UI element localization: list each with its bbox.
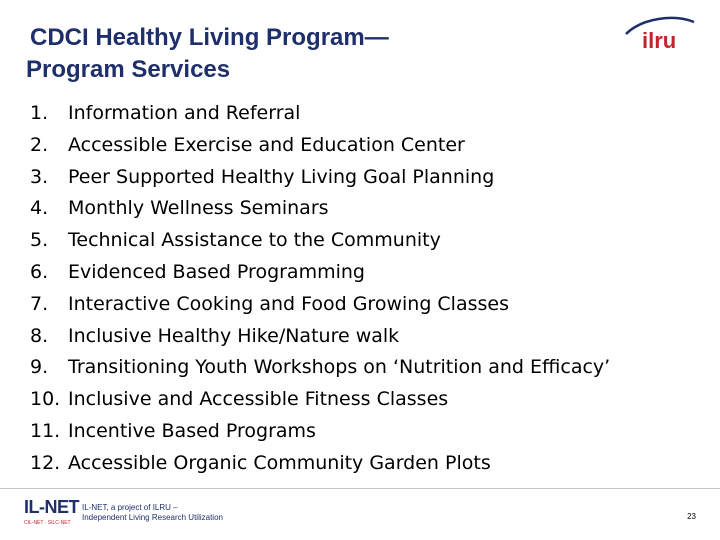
list-item [30,352,610,384]
list-item [30,98,610,130]
page-number: 23 [687,512,696,521]
logo-text: ilru [642,28,677,52]
footer-tagline [82,503,223,523]
ilnet-logo-text: IL-NET [24,497,79,517]
item-text: Inclusive Healthy Hike/Nature walk [68,324,400,347]
slide-title [26,22,446,86]
list-item [30,448,610,480]
item-text: Accessible Exercise and Education Center [68,133,465,156]
tagline-line-2: Independent Living Research Utilization [82,513,223,522]
item-text: Interactive Cooking and Food Growing Classes [68,292,509,315]
list-item [30,225,610,257]
item-number: 1. [30,102,49,124]
item-text: Incentive Based Programs [68,419,316,442]
list-item [30,193,610,225]
item-text: Technical Assistance to the Community [68,229,441,252]
list-item [30,257,610,289]
item-number: 5. [30,229,49,252]
list-item [30,384,610,416]
item-number: 3. [30,165,49,188]
services-list [30,98,610,480]
item-number: 4. [30,197,49,220]
item-text: Peer Supported Healthy Living Goal Planning [68,165,495,188]
ilnet-logo-subtext: CIL-NET · SILC-NET [24,520,71,526]
item-number: 10. [30,388,61,411]
item-number: 9. [30,356,49,379]
item-text: Transitioning Youth Workshops on ‘Nutrition and Efficacy’ [68,356,611,379]
item-text: Information and Referral [68,102,301,124]
footer-divider [0,488,720,489]
list-item [30,130,610,162]
item-number: 11. [30,419,61,442]
item-number: 12. [30,451,61,474]
ilnet-logo [24,497,84,531]
item-number: 2. [30,133,49,156]
list-item [30,416,610,448]
list-item [30,321,610,353]
item-number: 7. [30,292,49,315]
title-line-1: CDCI Healthy Living Program— [30,24,389,51]
item-text: Evidenced Based Programming [68,260,365,283]
item-number: 8. [30,324,49,347]
item-text: Monthly Wellness Seminars [68,197,329,220]
ilru-logo [622,12,698,52]
list-item [30,289,610,321]
item-number: 6. [30,260,49,283]
item-text: Inclusive and Accessible Fitness Classes [68,388,449,411]
title-line-2: Program Services [26,56,231,83]
item-text: Accessible Organic Community Garden Plots [68,451,491,474]
list-item [30,162,610,194]
tagline-line-1: IL-NET, a project of ILRU – [82,503,178,512]
